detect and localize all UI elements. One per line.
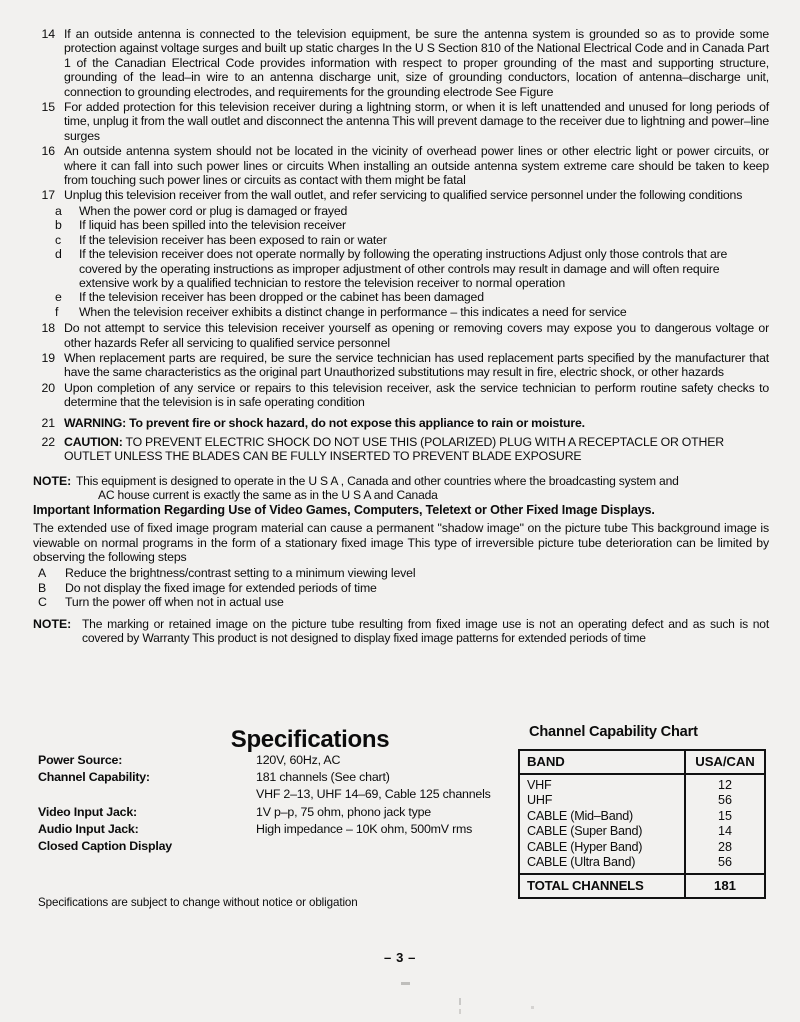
table-row [38, 786, 508, 803]
spec-label: Closed Caption Display [38, 839, 172, 854]
sub-list-item [33, 218, 769, 232]
spec-value: 1V p–p, 75 ohm, phono jack type [256, 804, 431, 819]
specifications-table [38, 752, 508, 855]
band-name: UHF [519, 793, 685, 808]
table-row-total [519, 874, 765, 898]
item-text: Unplug this television receiver from the wall outlet, and refer servicing to qualified service personnel under the following conditions [64, 188, 743, 203]
page-number: – 3 – [384, 950, 416, 965]
band-name: CABLE (Ultra Band) [519, 855, 685, 874]
spec-value: 120V, 60Hz, AC [256, 753, 341, 767]
note-line-2: AC house current is exactly the same as in the U S A and Canada [98, 488, 438, 503]
band-count: 56 [685, 855, 765, 874]
note-warranty [33, 617, 769, 646]
total-value: 181 [685, 874, 765, 898]
table-header-row [519, 750, 765, 774]
important-information-block [33, 503, 769, 646]
table-row [519, 840, 765, 855]
table-row [519, 824, 765, 839]
warning-text: WARNING: To prevent fire or shock hazard, do not expose this appliance to rain or moisture. [64, 415, 585, 430]
step-text: Do not display the fixed image for extended periods of time [65, 580, 377, 595]
channel-chart-wrapper [518, 749, 766, 899]
sub-list-item [33, 204, 769, 218]
specifications-title: Specifications [230, 726, 390, 753]
step-text: Reduce the brightness/contrast setting to a minimum viewing level [65, 566, 416, 581]
sub-list-item [33, 233, 769, 247]
sub-item-text: If liquid has been spilled into the television receiver [79, 218, 346, 233]
spec-value [256, 838, 508, 855]
item-text: Upon completion of any service or repairs to this television receiver, ask the service technician to perform routine safety checks to determine that the television is in safe operating condition [64, 380, 769, 410]
band-count: 12 [685, 774, 765, 793]
item-number: 14 [41, 27, 55, 41]
band-name: VHF [519, 774, 685, 793]
sub-item-letter: e [55, 290, 62, 305]
band-name: CABLE (Hyper Band) [519, 840, 685, 855]
channel-capability-table [518, 749, 766, 899]
item-text: An outside antenna system should not be located in the vicinity of overhead power lines or other electric light or power circuits, or where it can fall into such power lines or circuits When installing an outside antenna system extreme care should be taken to keep from touching such power lines or circuits as contact with them might be fatal [64, 144, 769, 188]
fixed-image-steps [33, 566, 769, 610]
sub-item-letter: a [55, 203, 62, 218]
important-info-heading: Important Information Regarding Use of Video Games, Computers, Teletext or Other Fixed Image Displays. [33, 503, 655, 517]
item-text: When replacement parts are required, be sure the service technician has used replacement parts specified by the manufacturer that have the same characteristics as the original part Unauthorized substitutions may result in fire, electric shock, or other hazards [64, 350, 769, 380]
spec-value: High impedance – 10K ohm, 500mV rms [256, 821, 473, 836]
scan-artifact [459, 1009, 461, 1014]
sub-item-text: If the television receiver has been exposed to rain or water [79, 232, 387, 247]
channel-chart-title: Channel Capability Chart [529, 724, 698, 740]
table-row [519, 809, 765, 824]
band-name: CABLE (Super Band) [519, 824, 685, 839]
caution-text: TO PREVENT ELECTRIC SHOCK DO NOT USE THIS (POLARIZED) PLUG WITH A RECEPTACLE OR OTHER OUTLET UNLESS THE BLADES CAN BE FULLY INSERTED TO PREVENT BLADE EXPOSURE [64, 434, 724, 464]
step-letter: A [38, 566, 47, 581]
note-line-1: This equipment is designed to operate in the U S A , Canada and other countries where the broadcasting system and [76, 473, 679, 488]
step-letter: C [38, 595, 47, 610]
sub-item-letter: f [55, 304, 59, 319]
table-row [38, 769, 508, 786]
spec-label: Power Source: [38, 753, 123, 767]
scan-artifact [401, 982, 410, 985]
table-row [38, 821, 508, 838]
list-item [33, 27, 769, 99]
table-row [519, 774, 765, 793]
scan-artifact [531, 1006, 534, 1009]
list-item-warning [33, 416, 769, 430]
item-number: 20 [41, 380, 55, 395]
sub-list-item [33, 290, 769, 304]
column-header-usacan: USA/CAN [685, 750, 765, 774]
spec-label [38, 786, 256, 803]
list-item-caution [33, 435, 769, 464]
sub-list-item [33, 305, 769, 319]
item-number: 19 [41, 350, 55, 365]
sub-item-text: When the television receiver exhibits a distinct change in performance – this indicates a need for service [79, 304, 627, 319]
band-count: 15 [685, 809, 765, 824]
note-equipment [33, 474, 769, 503]
sub-list-17 [33, 204, 769, 319]
scan-artifact [459, 998, 461, 1005]
item-number: 21 [41, 415, 55, 430]
table-row [38, 752, 508, 769]
spec-label: Channel Capability: [38, 770, 150, 785]
sub-list-item [33, 247, 769, 290]
step-item [33, 595, 769, 610]
table-row [38, 804, 508, 821]
list-item [33, 144, 769, 187]
item-number: 17 [41, 188, 55, 203]
item-number: 18 [41, 321, 55, 336]
important-info-paragraph: The extended use of fixed image program material can cause a permanent "shadow image" on the picture tube This background image is viewable on normal programs in the form of a stationary fixed image This type of irreversible picture tube deterioration can be limited by observing the following steps [33, 521, 769, 565]
spec-value: 181 channels (See chart) [256, 770, 390, 785]
specifications-footnote: Specifications are subject to change without notice or obligation [38, 896, 358, 909]
item-number: 15 [41, 100, 55, 115]
sub-item-text: If the television receiver has been dropped or the cabinet has been damaged [79, 290, 484, 305]
list-item [33, 351, 769, 380]
sub-item-letter: d [55, 247, 62, 262]
item-text: If an outside antenna is connected to the television equipment, be sure the antenna system is grounded so as to provide some protection against voltage surges and built up static charges In the U S Section 810 of the National Electrical Code and in Canada Part 1 of the Canadian Electrical Code provides information with respect to proper grounding of the mast and supporting structure, grounding of the lead–in wire to an antenna discharge unit, size of grounding conductors, location of antenna–discharge unit, connection to grounding electrodes, and requirements for the grounding electrode See Figure [64, 27, 769, 99]
sub-item-text: When the power cord or plug is damaged or frayed [79, 203, 348, 218]
band-count: 28 [685, 840, 765, 855]
spec-value: VHF 2–13, UHF 14–69, Cable 125 channels [256, 787, 491, 802]
list-item [33, 321, 769, 350]
item-text: Do not attempt to service this television receiver yourself as opening or removing covers may expose you to dangerous voltage or other hazards Refer all servicing to qualified service personnel [64, 321, 769, 350]
step-text: Turn the power off when not in actual use [65, 595, 284, 610]
table-row [38, 838, 508, 855]
table-row [519, 855, 765, 874]
column-header-band: BAND [519, 750, 685, 774]
note-text: The marking or retained image on the picture tube resulting from fixed image use is not an operating defect and as such is not covered by Warranty This product is not designed to display fixed image patterns for extended periods of time [82, 616, 769, 646]
item-number: 16 [41, 144, 55, 159]
step-item [33, 566, 769, 581]
spec-label: Audio Input Jack: [38, 821, 139, 836]
list-item [33, 100, 769, 143]
note-label: NOTE: [33, 473, 72, 488]
total-label: TOTAL CHANNELS [519, 874, 685, 898]
item-text: For added protection for this television receiver during a lightning storm, or when it is left unattended and unused for long periods of time, unplug it from the wall outlet and disconnect the antenna This will prevent damage to the receiver due to lightning and power–line surges [64, 100, 769, 143]
item-number: 22 [41, 434, 55, 449]
band-name: CABLE (Mid–Band) [519, 809, 685, 824]
step-letter: B [38, 580, 47, 595]
sub-item-letter: b [55, 218, 62, 233]
safety-instructions-list [33, 27, 769, 503]
note-label: NOTE: [33, 616, 72, 631]
table-row [519, 793, 765, 808]
spec-label: Video Input Jack: [38, 804, 137, 819]
band-count: 14 [685, 824, 765, 839]
list-item [33, 188, 769, 202]
sub-item-text: If the television receiver does not operate normally by following the operating instructions Adjust only those controls that are covered by the operating instructions as improper adjustment of other controls may result in damage and will often require extensive work by a qualified technician to restore the television receiver to normal operation [79, 247, 728, 290]
caution-label: CAUTION: [64, 434, 123, 449]
band-count: 56 [685, 793, 765, 808]
list-item [33, 381, 769, 410]
step-item [33, 581, 769, 596]
sub-item-letter: c [55, 232, 62, 247]
